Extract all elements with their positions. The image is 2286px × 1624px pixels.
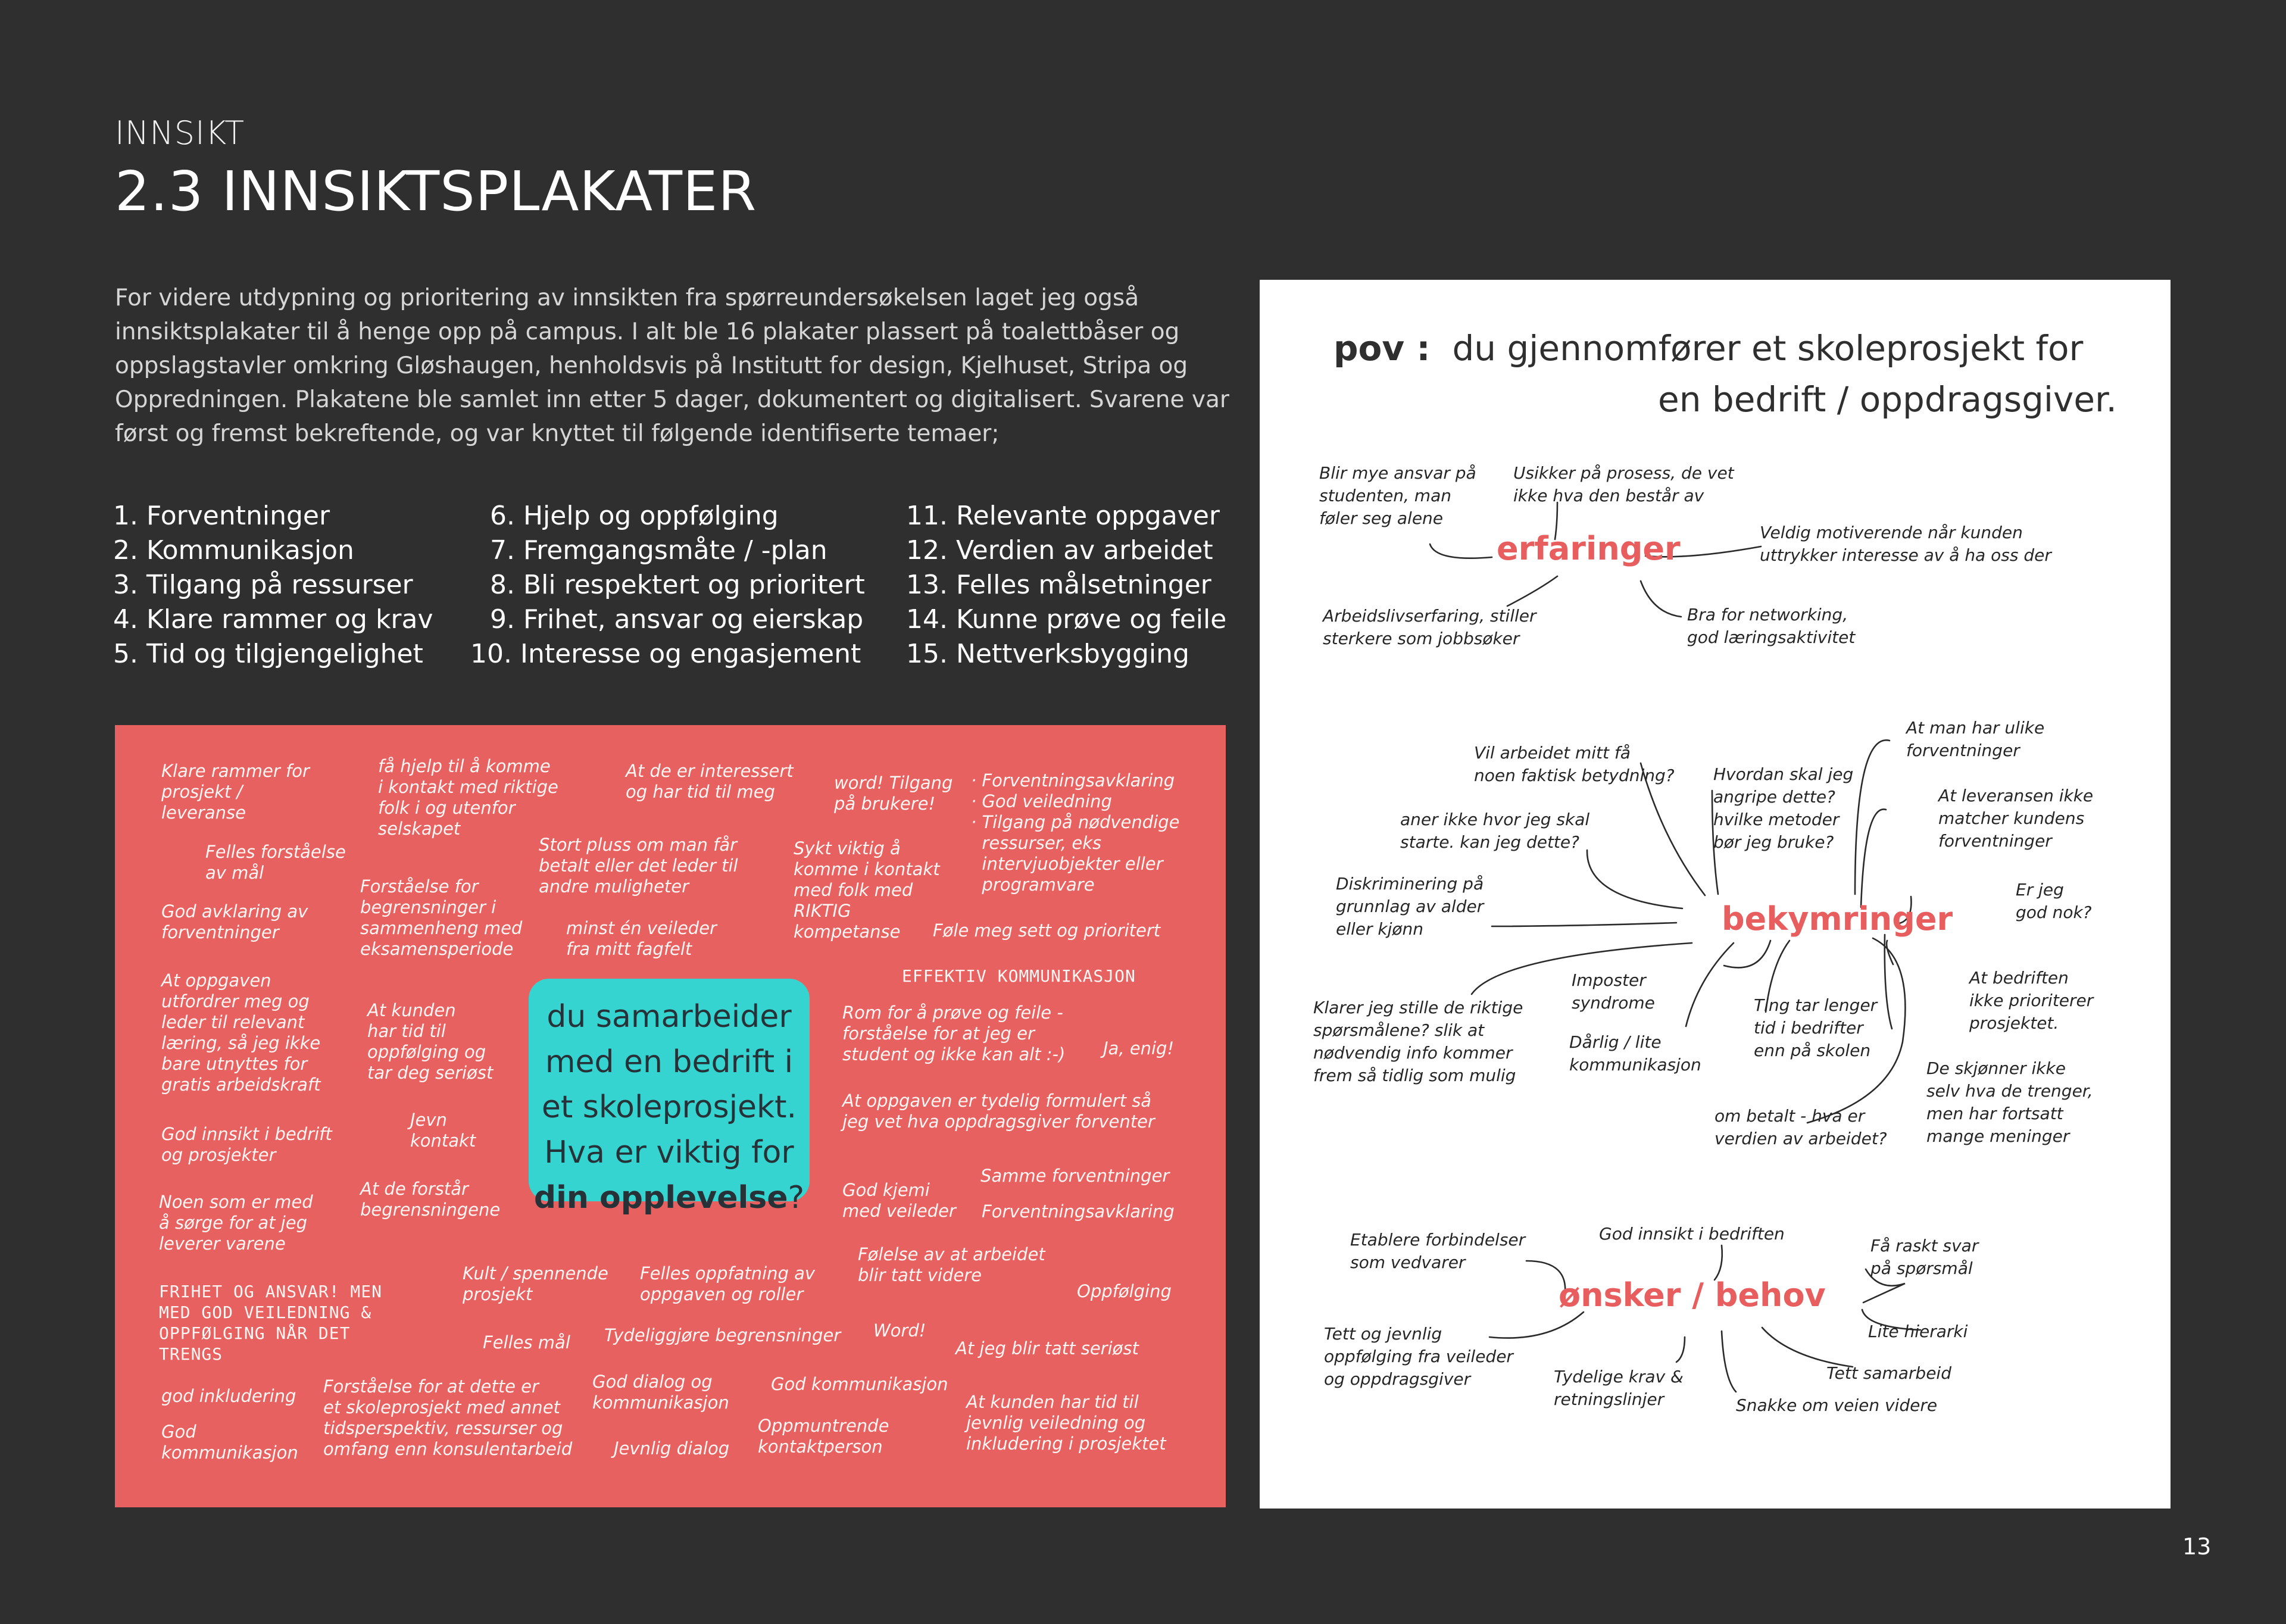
handwritten-note: Felles forståelse av mål xyxy=(205,842,346,883)
handwritten-note: Felles mål xyxy=(483,1332,570,1353)
poster-note: Dårlig / lite kommunikasjon xyxy=(1569,1032,1701,1075)
themes-column-3 xyxy=(906,499,1226,672)
handwritten-note: At kunden har tid til jevnlig veiledning og inkludering i prosjektet xyxy=(966,1392,1166,1454)
handwritten-note: God kjemi med veileder xyxy=(842,1180,956,1221)
poster-note: Vil arbeidet mitt få noen faktisk betydning? xyxy=(1474,743,1675,785)
poster-note: Blir mye ansvar på studenten, man føler seg alene xyxy=(1319,463,1476,528)
poster-note: God innsikt i bedriften xyxy=(1599,1224,1785,1244)
handwritten-note: God innsikt i bedrift og prosjekter xyxy=(161,1124,332,1165)
handwritten-note: få hjelp til å komme i kontakt med riktige folk i og utenfor selskapet xyxy=(378,756,558,839)
poster-note: At man har ulike forventninger xyxy=(1906,718,2045,760)
theme-item: 8. Bli respektert og prioritert xyxy=(490,570,865,600)
handwritten-note: Sykt viktig å komme i kontakt med folk med RIKTIG kompetanse xyxy=(794,838,940,942)
topic-onsker-behov: ønsker / behov xyxy=(1559,1276,1826,1314)
handwritten-note: Kult / spennende prosjekt xyxy=(463,1263,608,1304)
handwritten-note: God avklaring av forventninger xyxy=(161,901,308,942)
handwritten-note: God dialog og kommunikasjon xyxy=(592,1372,729,1413)
handwritten-note: Oppmuntrende kontaktperson xyxy=(758,1416,889,1457)
poster-note: At leveransen ikke matcher kundens forventninger xyxy=(1938,786,2094,851)
poster-note: Tett og jevnlig oppfølging fra veileder og oppdragsgiver xyxy=(1324,1324,1513,1389)
theme-item: 13. Felles målsetninger xyxy=(906,570,1211,600)
handwritten-note: At oppgaven er tydelig formulert så jeg vet hva oppdragsgiver forventer xyxy=(842,1091,1155,1132)
handwritten-note: Jevn kontakt xyxy=(410,1110,476,1151)
theme-item: 15. Nettverksbygging xyxy=(906,639,1189,669)
theme-item: 5. Tid og tilgjengelighet xyxy=(113,639,423,669)
handwritten-note: Føle meg sett og prioritert xyxy=(933,920,1161,941)
page-title: 2.3 INNSIKTSPLAKATER xyxy=(115,160,757,223)
theme-item: 9. Frihet, ansvar og eierskap xyxy=(490,604,864,635)
handwritten-note: god inkludering xyxy=(161,1386,296,1406)
handwritten-note: At kunden har tid til oppfølging og tar deg seriøst xyxy=(367,1000,494,1083)
handwritten-note: At de forstår begrensningene xyxy=(360,1179,501,1220)
handwritten-note: Jevnlig dialog xyxy=(614,1438,730,1459)
handwritten-note: Samme forventninger xyxy=(980,1166,1170,1186)
prompt-emphasis: din opplevelse xyxy=(533,1180,788,1216)
theme-item: 11. Relevante oppgaver xyxy=(906,501,1220,531)
handwritten-note: Forståelse for at dette er et skoleprosjekt med annet tidsperspektiv, ressurser og omfang enn konsulentarbeid xyxy=(323,1376,573,1459)
themes-column-1 xyxy=(113,499,433,672)
poster-note: Tett samarbeid xyxy=(1826,1363,1951,1383)
poster-note: aner ikke hvor jeg skal starte. kan jeg dette? xyxy=(1400,810,1590,852)
insight-poster-red xyxy=(115,725,1226,1507)
theme-item: 4. Klare rammer og krav xyxy=(113,604,433,635)
handwritten-note: At oppgaven utfordrer meg og leder til relevant læring, så jeg ikke bare utnyttes for gratis arbeidskraft xyxy=(161,970,321,1095)
prompt-line xyxy=(529,1175,810,1220)
poster-note: Diskriminering på grunnlag av alder eller kjønn xyxy=(1336,874,1484,939)
intro-paragraph: For videre utdypning og prioritering av innsikten fra spørreundersøkelsen laget jeg også innsiktsplakater til å henge opp på campus. I alt ble 16 plakater plassert på toalettbåser og oppslagstavler omkring Gløshaugen, henholdsvis på Institutt for design, Kjelhuset, Stripa og Oppredningen. Plakatene ble samlet inn etter 5 dager, dokumentert og digitalisert. Svarene var først og fremst bekreftende, og var knyttet til følgende identifiserte temaer; xyxy=(115,285,1229,447)
handwritten-note: Forventningsavklaring xyxy=(982,1201,1175,1222)
poster-note: Veldig motiverende når kunden uttrykker interesse av å ha oss der xyxy=(1760,523,2051,565)
page-number: 13 xyxy=(2182,1534,2212,1560)
pov-text-line2: en bedrift / oppdragsgiver. xyxy=(1658,379,2117,420)
handwritten-note: Word! xyxy=(873,1320,926,1341)
poster-note: Få raskt svar på spørsmål xyxy=(1870,1236,1979,1278)
prompt-card xyxy=(529,979,810,1216)
handwritten-note: word! Tilgang på brukere! xyxy=(834,773,953,814)
handwritten-note: minst én veileder fra mitt fagfelt xyxy=(566,918,717,959)
poster-note: Hvordan skal jeg angripe dette? hvilke metoder bør jeg bruke? xyxy=(1713,764,1854,852)
handwritten-note: Felles oppfatning av oppgaven og roller xyxy=(640,1263,816,1304)
poster-note: Tydelige krav & retningslinjer xyxy=(1554,1367,1684,1409)
topic-erfaringer: erfaringer xyxy=(1497,530,1681,567)
handwritten-note: At jeg blir tatt seriøst xyxy=(955,1338,1139,1358)
section-kicker: INNSIKT xyxy=(115,114,245,152)
theme-item: 6. Hjelp og oppfølging xyxy=(490,501,779,531)
theme-item: 2. Kommunikasjon xyxy=(113,535,354,566)
poster-note: Er jeg god nok? xyxy=(2016,880,2092,922)
theme-item: 7. Fremgangsmåte / -plan xyxy=(490,535,827,566)
poster-note: Bra for networking, god læringsaktivitet xyxy=(1687,605,1856,647)
poster-note: Arbeidslivserfaring, stiller sterkere som jobbsøker xyxy=(1323,606,1537,648)
theme-item: 10. Interesse og engasjement xyxy=(470,639,861,669)
poster-note: Snakke om veien videre xyxy=(1736,1395,1938,1415)
handwritten-note: Tydeliggjøre begrensninger xyxy=(604,1325,841,1345)
handwritten-note: Oppfølging xyxy=(1077,1281,1172,1301)
handwritten-note: Forståelse for begrensninger i sammenheng med eksamensperiode xyxy=(360,876,523,959)
poster-note: At bedriften ikke prioriterer prosjektet. xyxy=(1969,968,2094,1033)
insight-poster-white xyxy=(1260,280,2171,1509)
theme-item: 3. Tilgang på ressurser xyxy=(113,570,413,600)
handwritten-note: Stort pluss om man får betalt eller det leder til andre muligheter xyxy=(539,835,738,897)
prompt-question-mark: ? xyxy=(788,1180,805,1216)
handwritten-note: Klare rammer for prosjekt / leveranse xyxy=(161,761,310,823)
prompt-line: du samarbeider xyxy=(546,999,792,1035)
poster-note: Etablere forbindelser som vedvarer xyxy=(1350,1230,1526,1272)
prompt-line: Hva er viktig for xyxy=(544,1135,794,1170)
poster-note: om betalt - hva er verdien av arbeidet? xyxy=(1714,1106,1887,1148)
theme-item: 1. Forventninger xyxy=(113,501,330,531)
handwritten-note: FRIHET OG ANSVAR! MEN MED GOD VEILEDNING & OPPFØLGING NÅR DET TRENGS xyxy=(159,1282,383,1364)
topic-bekymringer: bekymringer xyxy=(1722,900,1953,938)
poster-note: Ting tar lenger tid i bedrifter enn på skolen xyxy=(1754,995,1878,1060)
handwritten-note: Følelse av at arbeidet blir tatt videre xyxy=(858,1244,1045,1285)
poster-note: Klarer jeg stille de riktige spørsmålene? slik at nødvendig info kommer frem så tidlig som mulig xyxy=(1313,998,1523,1085)
theme-item: 12. Verdien av arbeidet xyxy=(906,535,1213,566)
handwritten-note: Rom for å prøve og feile - forståelse for at jeg er student og ikke kan alt :-) xyxy=(842,1002,1066,1064)
poster-note: Usikker på prosess, de vet ikke hva den består av xyxy=(1513,463,1734,505)
pov-label: pov : xyxy=(1334,328,1431,368)
poster-note: De skjønner ikke selv hva de trenger, men har fortsatt mange meninger xyxy=(1926,1058,2093,1146)
handwritten-note: God kommunikasjon xyxy=(161,1422,298,1463)
handwritten-note: At de er interessert og har tid til meg xyxy=(626,761,794,802)
prompt-line: med en bedrift i xyxy=(545,1044,794,1080)
handwritten-note: · Forventningsavklaring · God veiledning · Tilgang på nødvendige ressurser, eks intervjuobjekter eller programvare xyxy=(971,770,1180,895)
prompt-line: et skoleprosjekt. xyxy=(541,1089,797,1125)
handwritten-note: Ja, enig! xyxy=(1103,1038,1175,1058)
poster-note: Imposter syndrome xyxy=(1572,970,1655,1013)
handwritten-note: EFFEKTIV KOMMUNIKASJON xyxy=(902,966,1136,986)
handwritten-note: Noen som er med å sørge for at jeg leverer varene xyxy=(159,1192,313,1254)
themes-column-2 xyxy=(470,499,865,672)
theme-item: 14. Kunne prøve og feile xyxy=(906,604,1227,635)
pov-text-line1: du gjennomfører et skoleprosjekt for xyxy=(1452,328,2084,368)
handwritten-note: God kommunikasjon xyxy=(771,1374,948,1394)
poster-note: Lite hierarki xyxy=(1868,1322,1968,1341)
